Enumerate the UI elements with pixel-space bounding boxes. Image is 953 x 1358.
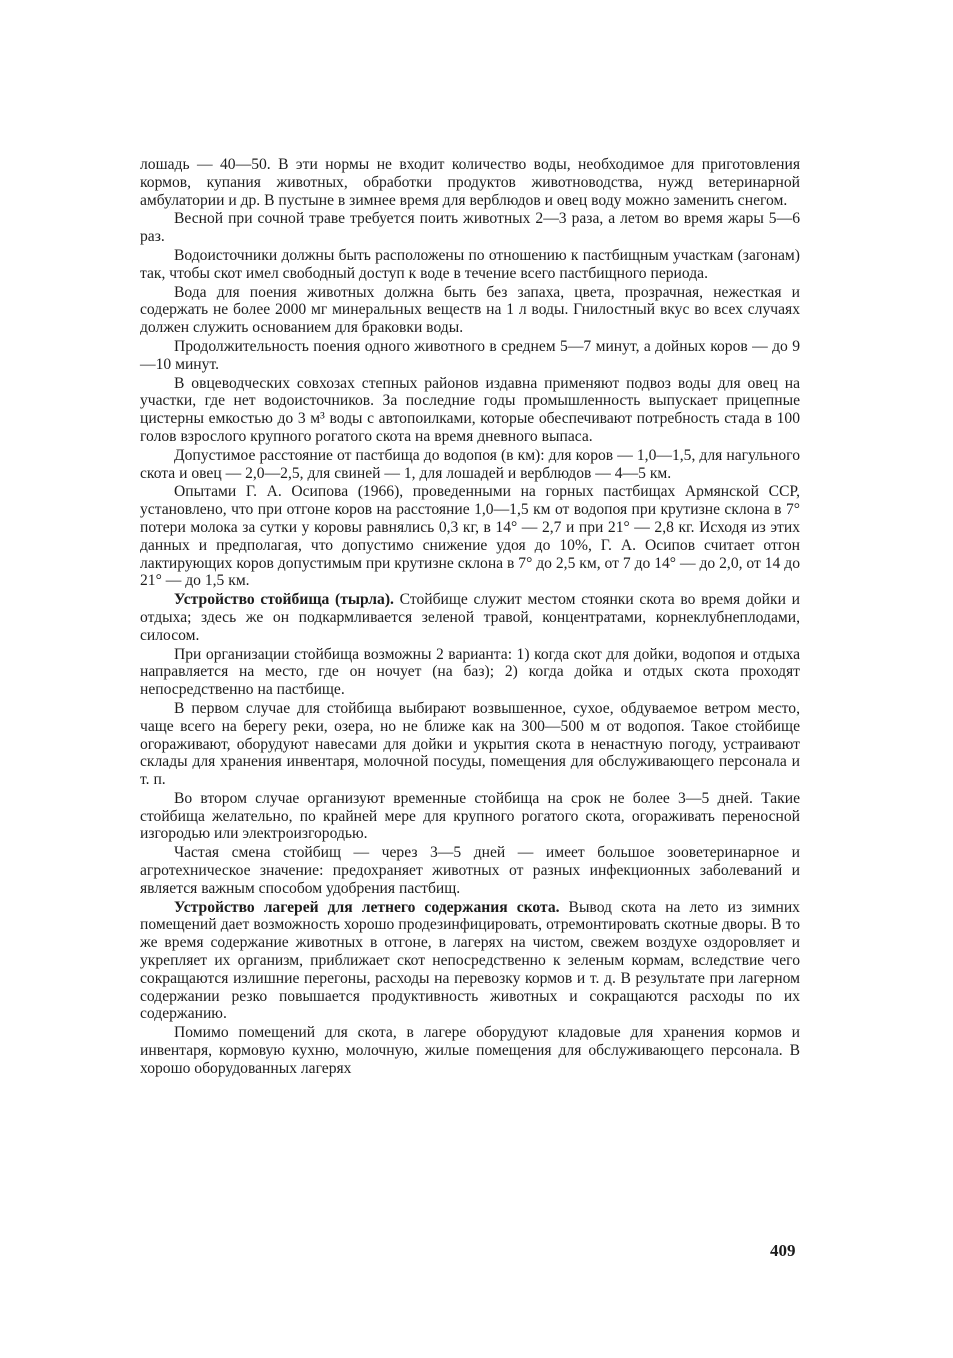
paragraph-text: Вывод скота на лето из зимних помещений дает возможность хорошо продезинфицировать, отремонтировать скотные дворы. В то же время содержание животных в отгоне, в лагерях на чистом, свежем воздухе оздоровляет и укрепляет их организм, приближает скот непосредственно к зеленым кормам, вследствие чего сокращаются излишние перегоны, расходы на перевозку кормов и т. д. В результате при лагерном содержании резко повышается продуктивность животных и сокращаются расходы по их содержанию.: [140, 898, 800, 1023]
page-body: [140, 156, 800, 1078]
paragraph: При организации стойбища возможны 2 варианта: 1) когда скот для дойки, водопоя и отдыха направляется на место, где он ночует (на баз); 2) когда дойка и отдых скота проходят непосредственно на пастбище.: [140, 645, 800, 699]
section-paragraph: [140, 899, 800, 1024]
paragraph: Помимо помещений для скота, в лагере оборудуют кладовые для хранения кормов и инвентаря, кормовую кухню, молочную, жилые помещения для обслуживающего персонала. В хорошо оборудованных лагерях: [140, 1024, 800, 1077]
paragraph: Водоисточники должны быть расположены по отношению к пастбищным участкам (загонам) так, чтобы скот имел свободный доступ к воде в течение всего пастбищного периода.: [140, 246, 800, 282]
section-heading: Устройство стойбища (тырла).: [174, 591, 394, 609]
paragraph: Вода для поения животных должна быть без запаха, цвета, прозрачная, нежесткая и содержать не более 2000 мг минеральных веществ на 1 л воды. Гнилостный вкус во всех случаях должен служить основанием для браковки воды.: [140, 283, 800, 337]
paragraph-text: Стойбище служит местом стоянки скота во время дойки и отдыха; здесь же он подкармливается зеленой травой, концентратами, корнеклубнеплодами, силосом.: [140, 591, 800, 644]
paragraph: Частая смена стойбищ — через 3—5 дней — имеет большое зооветеринарное и агротехническое значение: предохраняет животных от разных инфекционных заболеваний и является важным способом удобрения пастбищ.: [140, 844, 800, 897]
paragraph: Допустимое расстояние от пастбища до водопоя (в км): для коров — 1,0—1,5, для нагульного скота и овец — 2,0—2,5, для свиней — 1, для лошадей и верблюдов — 4—5 км.: [140, 446, 800, 482]
paragraph: Весной при сочной траве требуется поить животных 2—3 раза, а летом во время жары 5—6 раз.: [140, 210, 800, 246]
paragraph: Продолжительность поения одного животного в среднем 5—7 минут, а дойных коров — до 9—10 минут.: [140, 337, 800, 373]
paragraph: Опытами Г. А. Осипова (1966), проведенными на горных пастбищах Армянской ССР, установлено, что при отгоне коров на расстояние 1,0—1,5 км от водопоя при крутизне склона в 7° потери молока за сутки у коровы равнялись 0,3 кг, в 14° — 2,7 и при 21° — 2,8 кг. Исходя из этих данных и предполагая, что допустимо снижение удоя до 10%, Г. А. Осипов считает отгон лактирующих коров допустимым при крутизне склона в 7° до 2,5 км, от 7 до 14° — до 2,0, от 14 до 21° — до 1,5 км.: [140, 483, 800, 590]
page-number: 409: [770, 1241, 796, 1260]
paragraph: Во втором случае организуют временные стойбища на срок не более 3—5 дней. Такие стойбища желательно, по крайней мере для крупного рогатого скота, огораживать переносной изгородью или электроизгородью.: [140, 789, 800, 843]
paragraph: лошадь — 40—50. В эти нормы не входит количество воды, необходимое для приготовления кормов, купания животных, обработки продуктов животноводства, нужд ветеринарной амбулатории и др. В пустыне в зимнее время для верблюдов и овец воду можно заменить снегом.: [140, 156, 800, 209]
paragraph: В овцеводческих совхозах степных районов издавна применяют подвоз воды для овец на участки, где нет водоисточников. За последние годы промышленность выпускает прицепные цистерны емкостью до 3 м³ воды с автопоилками, которые обеспечивают потребность стада в 100 голов взрослого крупного рогатого скота на время дневного выпаса.: [140, 374, 800, 445]
paragraph: В первом случае для стойбища выбирают возвышенное, сухое, обдуваемое ветром место, чаще всего на берегу реки, озера, но не ближе как на 300—500 м от водопоя. Такое стойбище огораживают, оборудуют навесами для дойки и укрытия скота в ненастную погоду, устраивают склады для хранения инвентаря, молочной посуды, помещения для обслуживающего персонала и т. п.: [140, 699, 800, 789]
section-heading: Устройство лагерей для летнего содержания скота.: [174, 898, 560, 916]
section-paragraph: [140, 591, 800, 644]
